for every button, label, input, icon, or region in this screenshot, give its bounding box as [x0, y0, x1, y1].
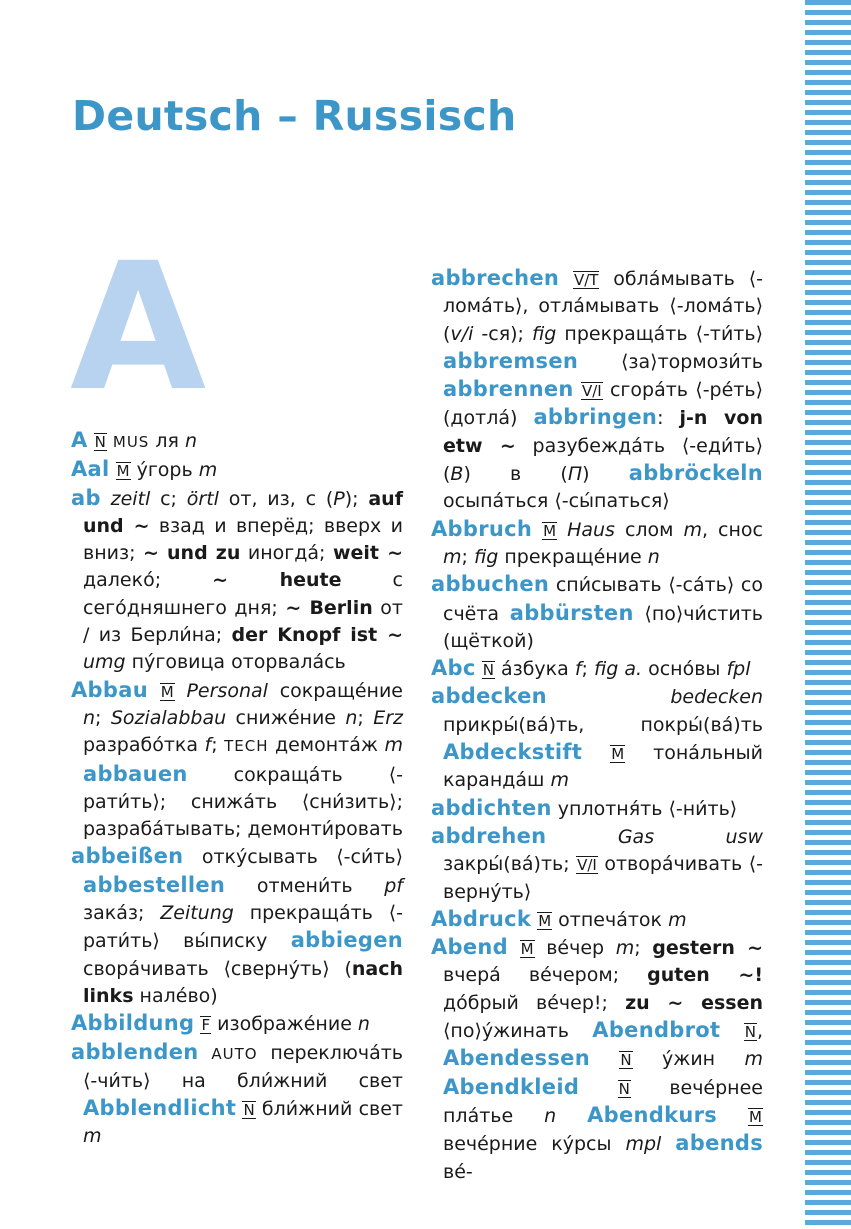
entry-text: осно́вы	[642, 658, 727, 681]
headword: abbeißen	[71, 844, 184, 869]
grammar-label: П	[567, 463, 583, 486]
headword: A	[71, 428, 88, 452]
entry-text: ;	[634, 937, 653, 960]
entry-text	[717, 1105, 748, 1127]
gender-marker: M	[611, 745, 625, 764]
entry-text: обла́мывать ⟨-лома́ть⟩, отла́мывать ⟨-лома́ть⟩ (	[443, 268, 763, 345]
headword: Abendkleid	[443, 1074, 580, 1099]
dictionary-entry	[431, 683, 763, 794]
entry-text: прикры́(ва́)ть, покры́(ва́)ть	[443, 713, 763, 736]
entry-text	[175, 680, 187, 702]
entry-text: прекраще́ние	[498, 545, 648, 568]
grammar-label: umg	[83, 651, 126, 674]
headword: abbröckeln	[628, 461, 763, 486]
example-phrase: auf und ~	[83, 487, 403, 537]
subject-label: MUS	[112, 433, 150, 451]
grammar-label: m	[198, 459, 218, 482]
headword: Abdeckstift	[443, 740, 583, 765]
entry-text: ве́чер	[534, 937, 616, 960]
decorative-edge-stripes	[805, 0, 851, 1229]
headword: abbauen	[83, 761, 188, 786]
grammar-label: m	[683, 518, 703, 541]
headword: abdrehen	[431, 823, 547, 848]
example-phrase: guten ~!	[647, 964, 763, 987]
headword: abdichten	[431, 795, 552, 820]
gender-marker: M	[538, 911, 552, 930]
entry-text: ве́-	[443, 1160, 473, 1183]
gender-marker: M	[543, 521, 557, 540]
headword: abbrechen	[431, 266, 560, 290]
entry-text: разрабо́тка	[83, 734, 205, 757]
grammar-label: Personal	[186, 679, 268, 702]
gender-marker: N	[243, 1101, 255, 1120]
entry-text	[199, 1042, 212, 1064]
headword: abbringen	[533, 405, 658, 430]
entry-text: сокраща́ть ⟨-рати́ть⟩; снижа́ть ⟨сни́зить⟩; разраба́тывать; демонти́ровать	[83, 763, 403, 841]
entry-text: -ся);	[473, 322, 533, 345]
gender-marker: V/I	[577, 856, 597, 875]
example-phrase: zu ~ essen	[625, 991, 763, 1014]
dictionary-entry	[431, 795, 763, 823]
entry-text: а́збука	[494, 658, 575, 681]
example-phrase: der Knopf ist ~	[231, 624, 403, 647]
entry-text: тона́льный каранда́ш	[443, 742, 763, 792]
entry-text: свора́чивать ⟨сверну́ть⟩ (	[83, 957, 352, 980]
gender-marker: M	[116, 462, 130, 481]
grammar-label: mpl	[625, 1133, 662, 1156]
entry-text: вече́рнее пла́тье	[443, 1076, 763, 1127]
gender-marker: V/I	[581, 382, 602, 401]
grammar-label: n	[83, 706, 96, 729]
grammar-label: m	[443, 545, 462, 568]
gender-marker: F	[201, 1016, 211, 1035]
grammar-label: m	[668, 908, 687, 931]
entry-text	[720, 1020, 743, 1042]
grammar-label: m	[615, 937, 635, 960]
section-letter: A	[70, 225, 207, 430]
dictionary-entry	[431, 655, 763, 683]
entry-text	[579, 1077, 617, 1099]
entry-text: разубежда́ть ⟨-еди́ть⟩ (	[443, 434, 763, 486]
grammar-label: m	[744, 1048, 763, 1071]
grammar-label: fpl	[726, 658, 751, 681]
translation: у́горь	[130, 459, 199, 482]
dictionary-entry	[71, 427, 403, 456]
headword: Abbildung	[71, 1011, 195, 1036]
entry-text: слом	[614, 518, 684, 541]
headword: Abbau	[71, 677, 148, 702]
subject-label: AUTO	[211, 1044, 258, 1063]
entry-text: до́брый ве́чер!;	[443, 991, 626, 1014]
entry-text: вече́рние ку́рсы	[443, 1133, 626, 1156]
entry-text	[101, 488, 111, 510]
example-phrase: nach links	[83, 957, 403, 1007]
gender-marker: M	[520, 940, 534, 959]
grammar-label: pf	[384, 874, 403, 897]
entry-text	[557, 519, 567, 541]
entry-text: уплотня́ть ⟨-ни́ть⟩	[551, 797, 738, 820]
entry-text	[661, 1133, 675, 1155]
example-phrase: ~ Berlin	[285, 596, 373, 619]
grammar-label: n	[185, 430, 198, 452]
entry-text: ;	[357, 706, 374, 729]
dictionary-entry	[71, 1039, 403, 1151]
entry-text: отмени́ть	[225, 874, 385, 897]
headword: Abendkurs	[587, 1102, 718, 1127]
example-phrase: ~ und zu	[143, 542, 241, 565]
grammar-label: Erz	[373, 706, 403, 729]
dictionary-column-right	[431, 265, 763, 1186]
grammar-label: n	[544, 1104, 557, 1127]
headword: Abend	[431, 935, 509, 960]
entry-text: от, из, с (	[218, 487, 334, 510]
gender-marker: N	[482, 661, 494, 680]
headword: Abendessen	[443, 1046, 590, 1071]
example-phrase: weit ~	[332, 542, 404, 565]
entry-text: демонта́ж	[268, 734, 385, 757]
entry-text: ⟨по⟩у́жинать	[443, 1020, 593, 1043]
dictionary-entry	[71, 843, 403, 1010]
dictionary-entry	[431, 265, 763, 516]
entry-text: пу́говица оторвала́сь	[125, 651, 346, 674]
entry-text	[582, 742, 610, 764]
dictionary-column-left	[71, 427, 403, 1151]
grammar-label: f	[204, 734, 212, 757]
grammar-label: a.	[624, 658, 643, 681]
entry-text: сокраще́ние	[267, 679, 403, 702]
gender-marker: M	[749, 1107, 762, 1126]
example-phrase: ~ heute	[212, 569, 342, 592]
gender-marker: N	[620, 1051, 632, 1070]
grammar-label: fig	[473, 545, 499, 568]
grammar-label: n	[647, 545, 660, 568]
translation: изображе́ние	[211, 1013, 358, 1036]
headword: Abendbrot	[592, 1018, 721, 1043]
entry-text: взад и вперёд; вверх и вниз;	[83, 514, 403, 565]
headword: abblenden	[71, 1039, 199, 1064]
entry-text: , снос	[702, 518, 763, 541]
entry-text: прекраща́ть ⟨-рати́ть⟩ вы́писку	[83, 902, 403, 953]
entry-text: осыпа́ться ⟨-сы́паться⟩	[443, 490, 670, 513]
grammar-label: fig	[532, 322, 557, 345]
entry-text: закры́(ва́)ть;	[443, 853, 577, 876]
entry-text: ;	[95, 706, 111, 729]
grammar-label: Zeitung	[160, 902, 234, 925]
dictionary-entry	[431, 823, 763, 906]
entry-text: с;	[150, 487, 187, 510]
example-phrase: j-n von etw ~	[443, 407, 763, 457]
grammar-label: n	[357, 1013, 370, 1036]
dictionary-entry	[71, 485, 403, 677]
dictionary-entry	[431, 571, 763, 655]
entry-text: ⟨по⟩чи́стить (щёткой)	[443, 602, 763, 652]
headword: Abblendlicht	[83, 1096, 237, 1121]
grammar-label: m	[384, 734, 403, 757]
grammar-label: Sozialabbau	[110, 706, 227, 729]
grammar-label: P	[333, 487, 345, 510]
entry-text: иногда́;	[240, 542, 333, 565]
dictionary-entry	[71, 1010, 403, 1038]
entry-text	[546, 826, 617, 848]
entry-text: ;	[211, 734, 225, 757]
headword: abbestellen	[83, 872, 226, 897]
gender-marker: M	[160, 682, 174, 701]
grammar-label: Gas usw	[617, 825, 763, 848]
dictionary-entry	[431, 906, 763, 934]
dictionary-entry	[431, 934, 763, 1186]
example-phrase: gestern ~	[652, 937, 763, 960]
entry-text: отвора́чивать ⟨-верну́ть⟩	[443, 853, 763, 903]
headword: abbremsen	[443, 348, 579, 373]
entry-text: сгора́ть ⟨-ре́ть⟩ (дотла́)	[443, 379, 763, 430]
entry-text: переключа́ть ⟨-чи́ть⟩ на бли́жний свет	[83, 1041, 404, 1092]
headword: Abc	[431, 656, 476, 681]
grammar-label: bedecken	[670, 686, 763, 709]
grammar-label: örtl	[186, 487, 219, 510]
headword: ab	[71, 485, 101, 510]
entry-text: бли́жний свет	[255, 1098, 403, 1121]
entry-text	[559, 268, 573, 290]
grammar-label: Haus	[567, 518, 615, 541]
gender-marker: N	[744, 1023, 756, 1042]
entry-text: от / из Берли́на;	[83, 596, 403, 647]
grammar-label: n	[345, 706, 358, 729]
entry-text	[556, 1105, 587, 1127]
entry-text: ,	[756, 1020, 764, 1043]
gender-marker: V/T	[573, 271, 599, 289]
headword: Abdruck	[431, 906, 532, 931]
grammar-label: fig	[593, 658, 619, 681]
grammar-label: m	[550, 769, 569, 792]
grammar-label: zeitl	[110, 487, 151, 510]
headword: abends	[675, 1131, 763, 1156]
entry-text: ) в (	[463, 463, 568, 486]
entry-text: далеко́;	[83, 569, 213, 592]
entry-text: прекраща́ть ⟨-ти́ть⟩	[556, 322, 763, 345]
translation: отпеча́ток	[552, 908, 669, 931]
entry-text: ;	[581, 658, 594, 681]
page-title: Deutsch – Russisch	[72, 92, 517, 140]
gender-marker: N	[94, 433, 106, 451]
grammar-label: m	[83, 1125, 102, 1148]
dictionary-entry	[431, 516, 763, 572]
entry-text: нале́во)	[133, 984, 218, 1007]
entry-text: вчера́ ве́чером;	[443, 964, 648, 987]
dictionary-entry	[71, 456, 403, 484]
grammar-label: B	[450, 463, 464, 486]
headword: abbiegen	[290, 928, 403, 953]
entry-text: )	[582, 463, 629, 486]
entry-text	[590, 1048, 619, 1070]
entry-text: ;	[461, 545, 474, 568]
entry-text: зака́з;	[83, 902, 161, 925]
headword: abbrennen	[443, 377, 574, 402]
headword: Aal	[71, 457, 110, 482]
translation: ля	[149, 430, 185, 452]
entry-text: ⟨за⟩тормози́ть	[578, 350, 763, 373]
entry-text	[547, 686, 670, 708]
entry-text: спи́сывать ⟨-са́ть⟩ со счёта	[443, 574, 763, 625]
dictionary-entry	[71, 677, 403, 844]
headword: abdecken	[431, 684, 547, 709]
entry-text: с сего́дняшнего дня;	[83, 569, 403, 619]
grammar-label: f	[574, 658, 582, 681]
headword: Abbruch	[431, 516, 533, 541]
entry-text: );	[344, 487, 369, 510]
entry-text: сниже́ние	[226, 706, 346, 729]
gender-marker: N	[618, 1079, 630, 1098]
entry-text: отку́сывать ⟨-си́ть⟩	[183, 846, 403, 869]
headword: abbürsten	[509, 600, 634, 625]
grammar-label: v/i	[450, 322, 474, 345]
headword: abbuchen	[431, 572, 550, 597]
subject-label: TECH	[224, 737, 269, 756]
entry-text: :	[657, 407, 680, 430]
entry-text: у́жин	[632, 1048, 745, 1071]
entry-text	[574, 379, 581, 401]
